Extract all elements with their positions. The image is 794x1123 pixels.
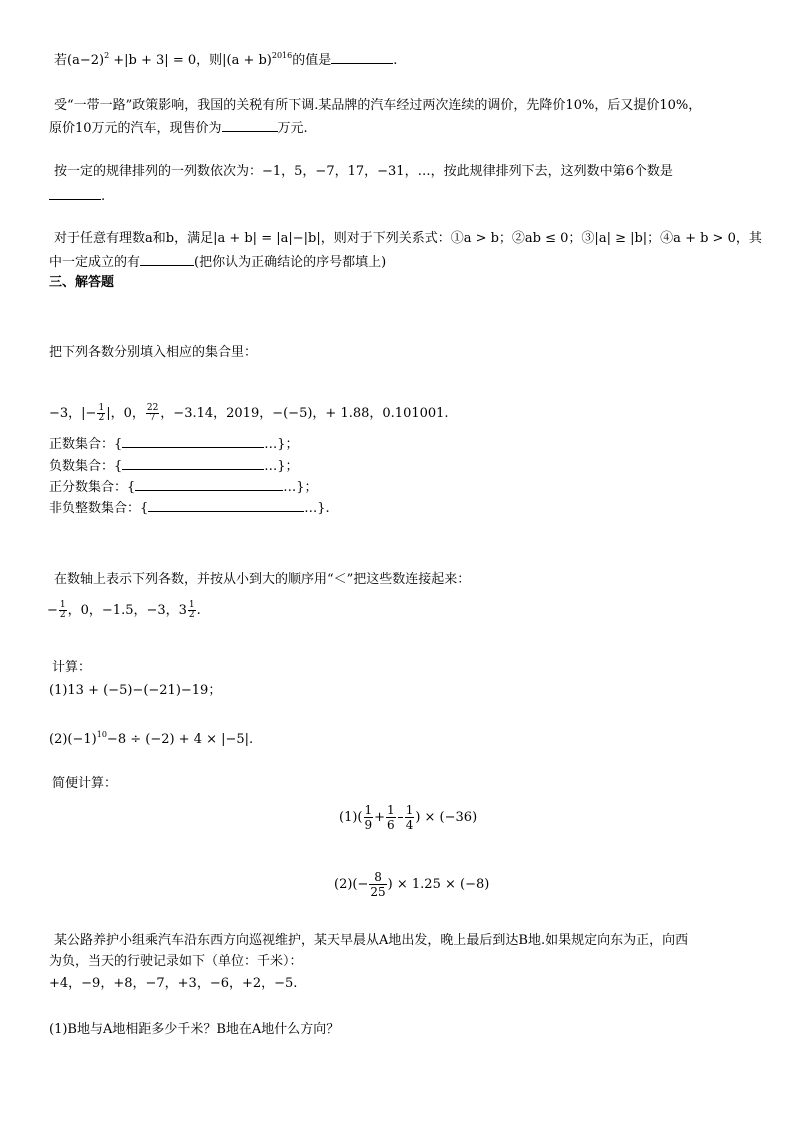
e2-close: ) × 1.25 × (−8) xyxy=(387,877,490,892)
q4-suffix: (把你认为正确结论的序号都填上) xyxy=(194,255,387,270)
question-8-prompt: 简便计算： xyxy=(52,776,118,791)
fraction xyxy=(364,803,374,832)
answer-blank[interactable] xyxy=(140,252,194,266)
question-5-prompt: 把下列各数分别填入相应的集合里： xyxy=(49,345,258,360)
question-9-line1: 某公路养护小组乘汽车沿东西方向巡视维护，某天早晨从A地出发，晚上最后到达B地.如果规定向东为正，向西 xyxy=(54,933,689,948)
numerator: 8 xyxy=(369,870,386,885)
question-2-line1: 受“一带一路”政策影响，我国的关税有所下调.某品牌的汽车经过两次连续的调价，先降价10%，后又提价10%， xyxy=(54,98,702,113)
set-label: 非负整数集合：{ xyxy=(49,501,149,516)
answer-blank[interactable] xyxy=(135,477,283,491)
q4-prefix: 中一定成立的有 xyxy=(49,255,141,270)
negative-set xyxy=(49,456,299,476)
q1-suffix: 的值是 xyxy=(292,53,332,68)
question-1 xyxy=(54,50,397,70)
positive-set xyxy=(49,434,299,454)
set-end: …}. xyxy=(304,501,330,516)
fraction xyxy=(386,803,396,832)
answer-blank[interactable] xyxy=(122,434,264,448)
question-9-line2: 为负，当天的行驶记录如下（单位：千米）： xyxy=(49,954,303,969)
set-end: …}； xyxy=(283,480,318,495)
q2-suffix: 万元. xyxy=(277,121,308,136)
question-7-prompt: 计算： xyxy=(52,660,92,675)
numerator: 1 xyxy=(387,803,395,817)
minus-sign: − xyxy=(47,603,58,618)
q1-prefix: 若(a−2) xyxy=(54,53,105,68)
q6-end: . xyxy=(196,603,201,618)
numerator: 1 xyxy=(405,803,414,817)
question-4-line2 xyxy=(49,252,386,272)
set-label: 正数集合：{ xyxy=(49,437,123,452)
question-6-numbers xyxy=(47,601,201,620)
denominator: 2 xyxy=(188,610,195,620)
fraction xyxy=(146,404,159,423)
denominator: 2 xyxy=(59,610,66,620)
fraction xyxy=(97,404,105,423)
q1-end: . xyxy=(393,53,398,68)
q5-abs-open: |− xyxy=(81,406,97,421)
question-3-line2 xyxy=(49,186,105,206)
set-label: 负数集合：{ xyxy=(49,459,123,474)
denominator: 2 xyxy=(98,413,105,423)
denominator: 25 xyxy=(370,885,386,899)
question-2-line2 xyxy=(49,118,308,138)
denominator: 9 xyxy=(364,818,373,832)
question-9-sub1: (1)B地与A地相距多少千米？B地在A地什么方向？ xyxy=(49,1022,340,1037)
q7-exp: 10 xyxy=(96,730,107,739)
set-label: 正分数集合：{ xyxy=(49,480,136,495)
answer-blank[interactable] xyxy=(222,118,278,132)
q7-p2-a: (2)(−1) xyxy=(49,732,97,747)
question-7-part2 xyxy=(49,731,253,749)
numerator: 1 xyxy=(188,600,195,610)
question-7-part1: (1)13 + (−5)−(−21)−19； xyxy=(49,683,222,698)
q5-nums-a: −3， xyxy=(49,406,82,421)
q3-suffix: . xyxy=(101,189,106,204)
question-8-expr1 xyxy=(339,803,477,833)
section-heading: 三、解答题 xyxy=(49,275,115,290)
q6-rest: ，0，−1.5，−3，3 xyxy=(67,603,187,618)
question-6-prompt: 在数轴上表示下列各数，并按从小到大的顺序用“＜”把这些数连接起来： xyxy=(54,572,471,587)
numerator: 1 xyxy=(59,600,66,610)
answer-blank[interactable] xyxy=(122,456,264,470)
denominator: 6 xyxy=(387,818,395,832)
numerator: 22 xyxy=(146,403,159,413)
e2-open: (2)(− xyxy=(334,877,369,892)
answer-blank[interactable] xyxy=(148,498,304,512)
q5-abs-close: |，0， xyxy=(106,406,145,421)
q1-mid: +|b + 3| = 0，则|(a + b) xyxy=(109,53,272,68)
positive-fraction-set xyxy=(49,477,318,497)
fraction xyxy=(369,870,386,899)
denominator: 7 xyxy=(149,413,156,423)
answer-blank[interactable] xyxy=(331,50,393,64)
question-3-line1: 按一定的规律排列的一列数依次为：−1，5，−7，17，−31，…，按此规律排列下去，这列数中第6个数是 xyxy=(54,164,673,179)
e1-close: ) × (−36) xyxy=(415,810,478,825)
q5-nums-b: ，−3.14，2019，−(−5)，+ 1.88，0.101001. xyxy=(160,406,449,421)
set-end: …}； xyxy=(264,437,299,452)
question-4-line1: 对于任意有理数a和b，满足|a + b| = |a|−|b|，则对于下列关系式：①a > b；②ab ≤ 0；③|a| ≥ |b|；④a + b > 0，其 xyxy=(54,231,762,246)
fraction xyxy=(59,601,67,620)
fraction xyxy=(405,803,415,832)
question-5-numbers xyxy=(49,404,449,423)
answer-blank[interactable] xyxy=(49,186,101,200)
denominator: 4 xyxy=(405,818,414,832)
fraction xyxy=(188,601,196,620)
q1-exp2: 2 xyxy=(104,51,110,60)
question-8-expr2 xyxy=(334,870,489,900)
nonnegative-integer-set xyxy=(49,498,330,518)
plus: + xyxy=(374,810,386,825)
question-9-records: +4，−9，+8，−7，+3，−6，+2，−5. xyxy=(49,976,298,991)
q1-exp2016: 2016 xyxy=(271,51,293,60)
q7-p2-b: −8 ÷ (−2) + 4 × |−5|. xyxy=(106,732,254,747)
numerator: 1 xyxy=(98,403,105,413)
minus-dash xyxy=(398,817,403,818)
q2-prefix: 原价10万元的汽车，现售价为 xyxy=(49,121,222,136)
set-end: …}； xyxy=(264,459,299,474)
e1-open: (1)( xyxy=(339,810,363,825)
numerator: 1 xyxy=(364,803,373,817)
